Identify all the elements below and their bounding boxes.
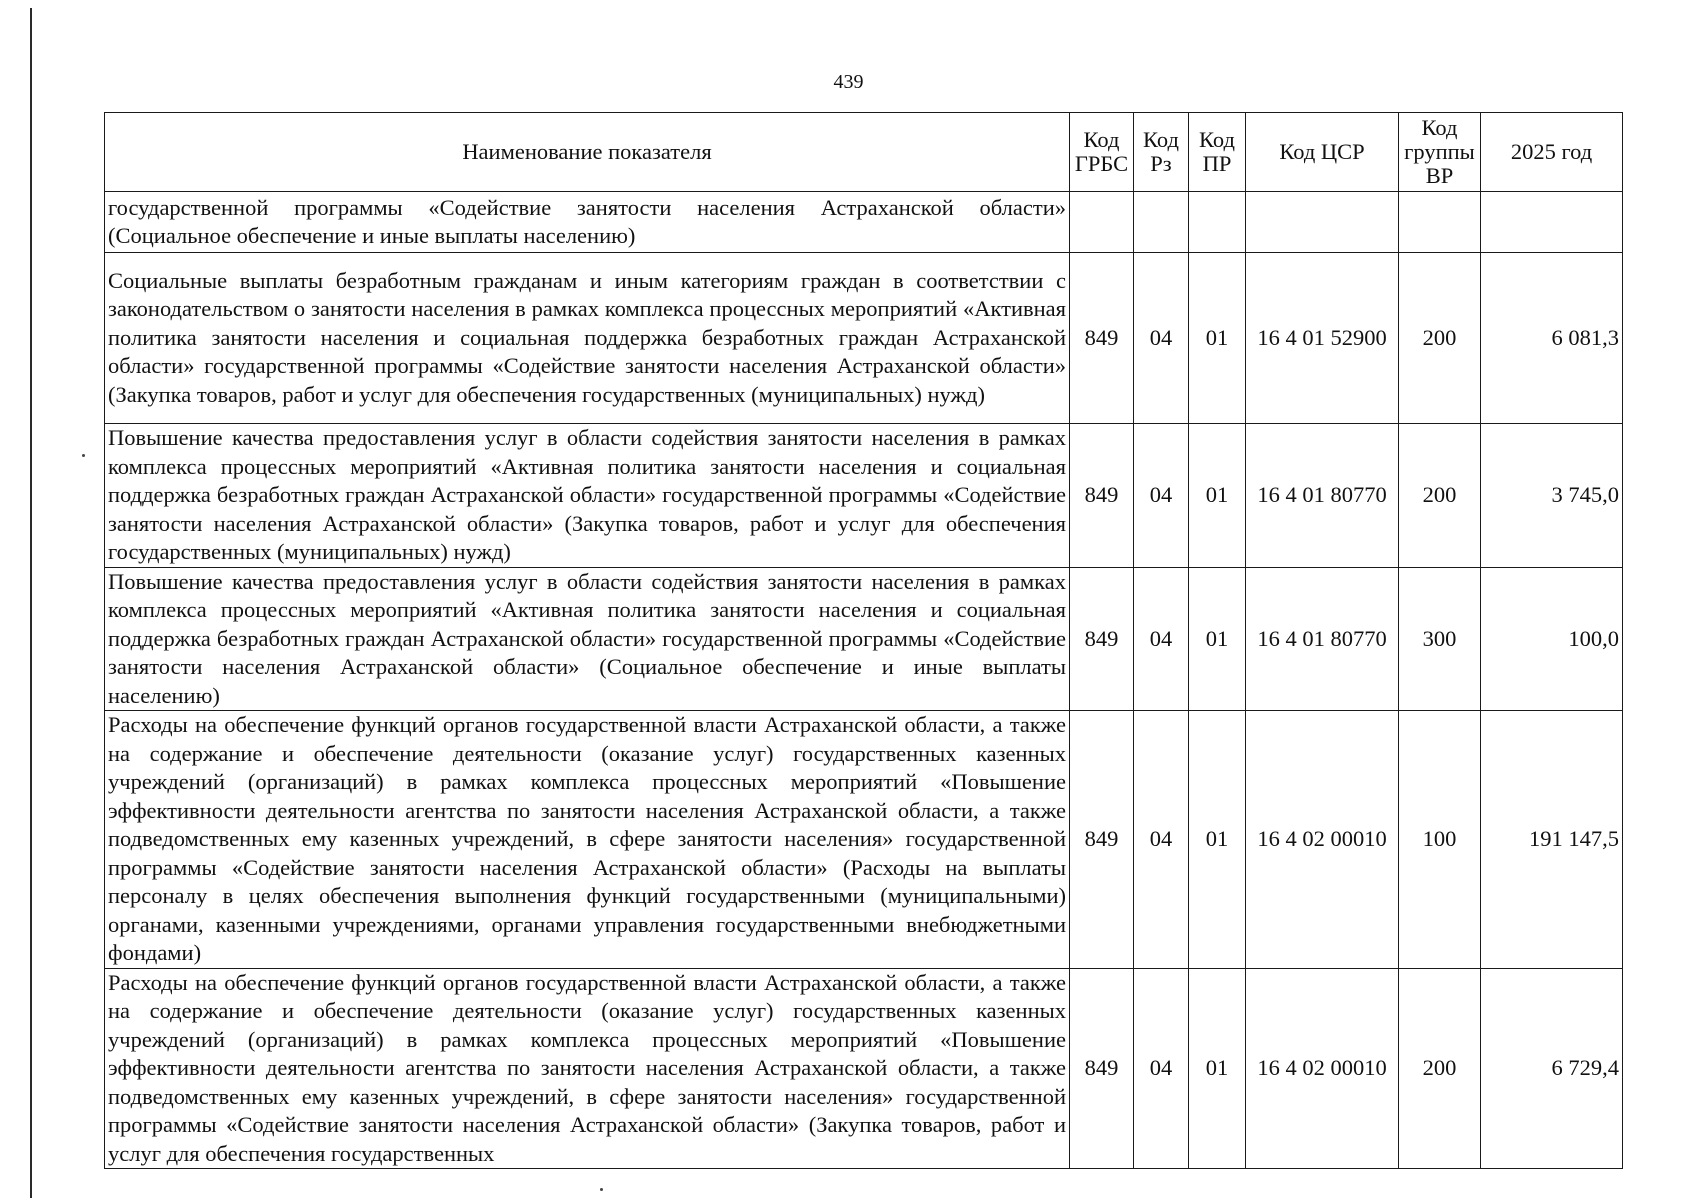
- header-pr: Код ПР: [1189, 113, 1246, 192]
- row-name: Расходы на обеспечение функций органов государственной власти Астраханской области, а также на содержание и обеспечение деятельности (оказание услуг) государственных казенных учреждений (организаций) в рамках комплекса процессных мероприятий «Повышение эффективности деятельности агентства по занятости населения Астраханской области, а также подведомственных ему казенных учреждений, в сфере занятости населения» государственной программы «Содействие занятости населения Астраханской области» (Расходы на выплаты персоналу в целях обеспечения выполнения функций государственными (муниципальными) органами, казенными учреждениями, органами управления государственными внебюджетными фондами): [105, 711, 1070, 969]
- row-pr: 01: [1189, 567, 1246, 711]
- header-row: [105, 113, 1623, 192]
- row-amount: 191 147,5: [1481, 711, 1623, 969]
- row-csr: 16 4 02 00010: [1246, 968, 1399, 1169]
- header-vr: Код группы ВР: [1399, 113, 1481, 192]
- row-pr: 01: [1189, 253, 1246, 424]
- row-name: Повышение качества предоставления услуг в области содействия занятости населения в рамках комплекса процессных мероприятий «Активная политика занятости населения и социальная поддержка безработных граждан Астраханской области» государственной программы «Содействие занятости населения Астраханской области» (Закупка товаров, работ и услуг для обеспечения государственных (муниципальных) нужд): [105, 424, 1070, 568]
- header-grbs: Код ГРБС: [1070, 113, 1134, 192]
- row-rz: 04: [1134, 711, 1189, 969]
- row-vr: [1399, 192, 1481, 253]
- row-grbs: [1070, 192, 1134, 253]
- table-row: [105, 253, 1623, 424]
- row-grbs: 849: [1070, 567, 1134, 711]
- row-pr: 01: [1189, 711, 1246, 969]
- table-row: [105, 192, 1623, 253]
- header-rz: Код Рз: [1134, 113, 1189, 192]
- row-amount: 6 729,4: [1481, 968, 1623, 1169]
- row-name: Повышение качества предоставления услуг в области содействия занятости населения в рамках комплекса процессных мероприятий «Активная политика занятости населения и социальная поддержка безработных граждан Астраханской области» государственной программы «Содействие занятости населения Астраханской области» (Социальное обеспечение и иные выплаты населению): [105, 567, 1070, 711]
- row-pr: 01: [1189, 968, 1246, 1169]
- row-csr: [1246, 192, 1399, 253]
- header-year: 2025 год: [1481, 113, 1623, 192]
- row-name: государственной программы «Содействие занятости населения Астраханской области» (Социальное обеспечение и иные выплаты населению): [105, 192, 1070, 253]
- budget-table: [104, 112, 1623, 1169]
- row-grbs: 849: [1070, 253, 1134, 424]
- row-rz: 04: [1134, 968, 1189, 1169]
- row-pr: [1189, 192, 1246, 253]
- binding-line: [30, 8, 32, 1198]
- table-row: [105, 968, 1623, 1169]
- scan-speck: [82, 454, 85, 457]
- row-vr: 200: [1399, 968, 1481, 1169]
- row-amount: 100,0: [1481, 567, 1623, 711]
- row-rz: [1134, 192, 1189, 253]
- row-rz: 04: [1134, 253, 1189, 424]
- row-amount: 6 081,3: [1481, 253, 1623, 424]
- page-number: 439: [833, 71, 864, 93]
- row-rz: 04: [1134, 567, 1189, 711]
- table-row: [105, 711, 1623, 969]
- row-csr: 16 4 02 00010: [1246, 711, 1399, 969]
- row-csr: 16 4 01 80770: [1246, 567, 1399, 711]
- row-name: Социальные выплаты безработным гражданам и иным категориям граждан в соответствии с законодательством о занятости населения в рамках комплекса процессных мероприятий «Активная политика занятости населения и социальная поддержка безработных граждан Астраханской области» государственной программы «Содействие занятости населения Астраханской области» (Закупка товаров, работ и услуг для обеспечения государственных (муниципальных) нужд): [105, 253, 1070, 424]
- row-vr: 300: [1399, 567, 1481, 711]
- header-csr: Код ЦСР: [1246, 113, 1399, 192]
- row-name: Расходы на обеспечение функций органов государственной власти Астраханской области, а также на содержание и обеспечение деятельности (оказание услуг) государственных казенных учреждений (организаций) в рамках комплекса процессных мероприятий «Повышение эффективности деятельности агентства по занятости населения Астраханской области, а также подведомственных ему казенных учреждений, в сфере занятости населения» государственной программы «Содействие занятости населения Астраханской области» (Закупка товаров, работ и услуг для обеспечения государственных: [105, 968, 1070, 1169]
- row-vr: 100: [1399, 711, 1481, 969]
- row-grbs: 849: [1070, 711, 1134, 969]
- row-pr: 01: [1189, 424, 1246, 568]
- row-amount: [1481, 192, 1623, 253]
- row-vr: 200: [1399, 253, 1481, 424]
- row-grbs: 849: [1070, 424, 1134, 568]
- header-name: Наименование показателя: [105, 113, 1070, 192]
- scan-speck: [600, 1188, 603, 1191]
- table-row: [105, 424, 1623, 568]
- row-amount: 3 745,0: [1481, 424, 1623, 568]
- row-csr: 16 4 01 80770: [1246, 424, 1399, 568]
- row-csr: 16 4 01 52900: [1246, 253, 1399, 424]
- table-row: [105, 567, 1623, 711]
- row-vr: 200: [1399, 424, 1481, 568]
- row-rz: 04: [1134, 424, 1189, 568]
- row-grbs: 849: [1070, 968, 1134, 1169]
